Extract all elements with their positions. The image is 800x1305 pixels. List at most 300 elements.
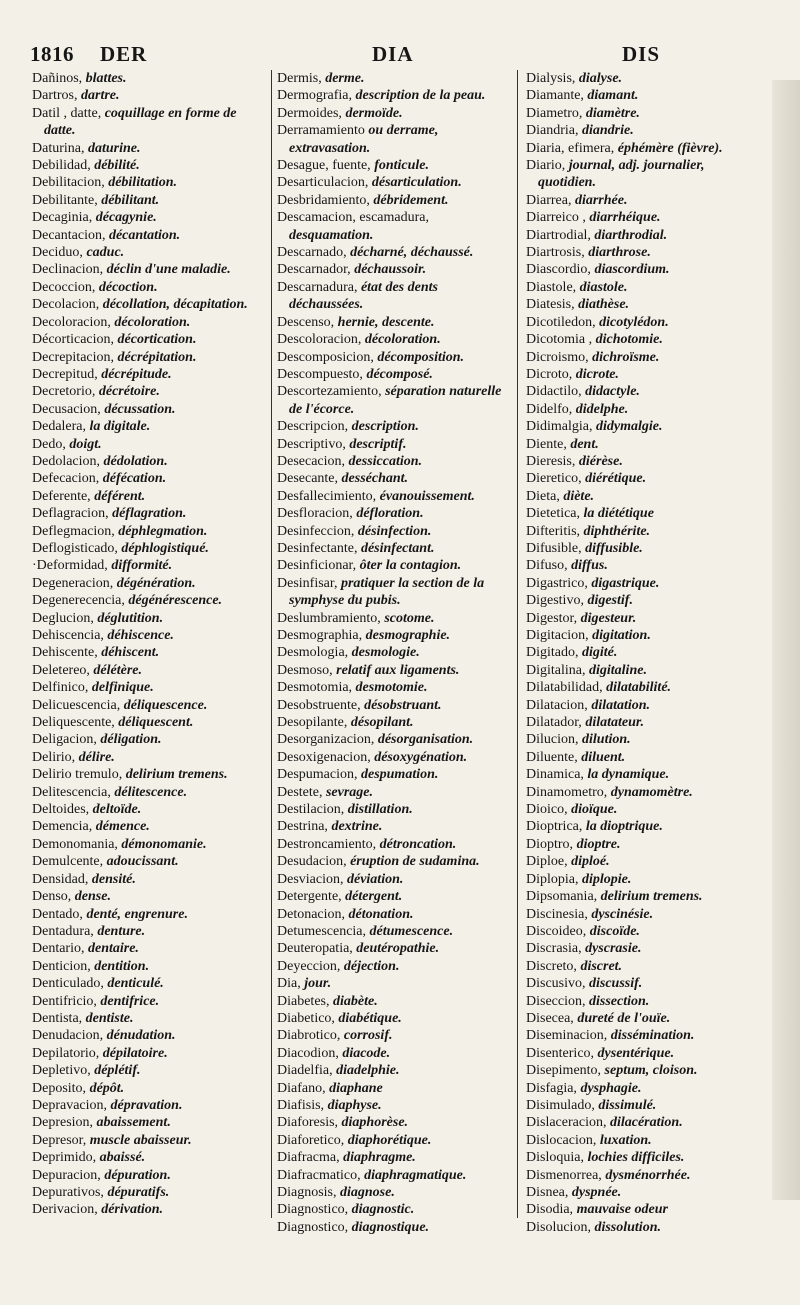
entry-headword: Dioico, [526,802,572,818]
entry-headword: Delirio tremulo, [32,767,126,783]
entry-translation: démence. [95,819,150,835]
entry-headword: Daturina, [32,140,88,156]
dictionary-entry [32,436,264,453]
entry-headword: Desinfeccion, [277,523,358,539]
dictionary-entry [526,470,764,487]
dictionary-entry [526,523,764,540]
dictionary-entry [526,1149,764,1166]
dictionary-entry [32,488,264,505]
entry-headword: Décorticacion, [32,332,118,348]
entry-headword: Deprimido, [32,1150,100,1166]
entry-headword: Desorganizacion, [277,732,378,748]
entry-headword: Degenerecencia, [32,593,129,609]
entry-headword: Diartrosis, [526,245,589,261]
entry-translation: dynamomètre. [610,784,693,800]
dictionary-entry [277,505,510,522]
entry-translation: décortication. [117,332,197,348]
entry-headword: Degeneracion, [32,575,117,591]
entry-translation: blattes. [85,71,127,86]
dictionary-entry [32,1010,264,1027]
dictionary-entry [526,818,764,835]
entry-headword: Dioptrica, [526,819,586,835]
dictionary-entry [32,314,264,331]
entry-headword: Diascordio, [526,262,595,278]
dictionary-entry [526,505,764,522]
entry-translation: décollation, décapitation. [102,297,248,313]
dictionary-entry [526,209,764,226]
dictionary-entry [32,70,264,87]
entry-translation: scotome. [384,610,435,626]
entry-headword: Dicotiledon, [526,314,600,330]
entry-headword: Dialysis, [526,71,579,86]
entry-translation: déviation. [346,871,404,887]
entry-translation: désoxygénation. [374,749,468,765]
dictionary-entry [32,749,264,766]
entry-translation: difformité. [111,558,173,574]
entry-headword: Deslumbramiento, [277,610,385,626]
entry-translation: dénudation. [106,1028,176,1044]
entry-translation: dentifrice. [100,993,160,1009]
entry-headword: Destilacion, [277,802,348,818]
entry-translation: denté, engrenure. [86,906,188,922]
dictionary-entry [32,1201,264,1218]
entry-translation: diagnostique. [351,1219,430,1235]
entry-translation: diaphyse. [327,1097,382,1113]
dictionary-entry [526,592,764,609]
entry-translation: dissémination. [610,1028,695,1044]
entry-translation: déligation. [100,732,162,748]
entry-translation: débilitant. [101,192,160,208]
facing-page-edge [772,80,800,1200]
entry-translation: déchaussoir. [354,262,427,278]
dictionary-entry [32,540,264,557]
dictionary-entry [277,1132,510,1149]
dictionary-entry [32,209,264,226]
entry-headword: Discusivo, [526,976,589,992]
entry-headword: Dioptro, [526,836,577,852]
dictionary-entry [277,418,510,435]
entry-translation: dépuration. [104,1167,171,1183]
entry-headword: Depilatorio, [32,1045,103,1061]
entry-headword: Diaforetico, [277,1132,348,1148]
entry-translation: déclin d'une maladie. [106,262,231,278]
entry-translation: débilitation. [108,175,178,191]
entry-headword: Desobstruente, [277,697,365,713]
entry-translation: digestif. [587,593,633,609]
dictionary-entry [526,557,764,574]
entry-headword: Deligacion, [32,732,101,748]
dictionary-entry [32,714,264,731]
entry-headword: Diseccion, [526,993,589,1009]
entry-headword: Desague, fuente, [277,158,375,174]
dictionary-entry [526,662,764,679]
entry-translation: dilatabilité. [606,680,672,696]
entry-translation: dysménorrhée. [605,1167,691,1183]
entry-headword: Debilitacion, [32,175,109,191]
entry-translation: diploé. [571,854,610,870]
entry-translation: démonomanie. [121,836,207,852]
dictionary-entry [277,349,510,366]
dictionary-entry [32,505,264,522]
dictionary-entry [526,644,764,661]
entry-translation: déflagration. [112,506,187,522]
entry-translation: mauvaise odeur [576,1202,668,1218]
entry-translation: diphthérite. [583,523,651,539]
entry-headword: Didimalgia, [526,419,596,435]
entry-headword: Diarrea, [526,192,575,208]
entry-translation: débridement. [373,192,449,208]
entry-headword: Digestor, [526,610,581,626]
dictionary-entry [277,540,510,557]
dictionary-entry [526,192,764,209]
entry-headword: Desecacion, [277,453,349,469]
entry-translation: dégénérescence. [128,593,223,609]
dictionary-entry [277,192,510,209]
dictionary-entry [526,1114,764,1131]
dictionary-entry [277,383,510,418]
dictionary-entry [32,105,264,140]
entry-translation: diaphorétique. [347,1132,432,1148]
entry-headword: Denticulado, [32,976,108,992]
dictionary-entry [277,470,510,487]
header-right-guide-word: DIS [622,42,661,66]
entry-translation: dessiccation. [348,453,423,469]
entry-translation: hernie, descente. [337,314,435,330]
entry-translation: débilité. [94,158,140,174]
entry-translation: dichroïsme. [592,349,660,365]
entry-translation: décoction. [98,279,158,295]
entry-translation: septum, cloison. [604,1063,698,1079]
entry-headword: Dedolacion, [32,453,104,469]
entry-headword: Desopilante, [277,715,351,731]
entry-headword: Desoxigenacion, [277,749,375,765]
entry-headword: Diagnostico, [277,1219,352,1235]
entry-translation: denture. [97,923,146,939]
dictionary-entry [32,1184,264,1201]
entry-translation: dilatation. [591,697,651,713]
entry-headword: Diafisis, [277,1097,328,1113]
entry-headword: Datil , datte, [32,105,105,121]
entry-translation: dyscrasie. [585,941,642,957]
entry-headword: Derivacion, [32,1202,102,1218]
entry-headword: Demulcente, [32,854,107,870]
entry-translation: dense. [74,889,111,905]
dictionary-entry [277,314,510,331]
dictionary-entry [526,784,764,801]
entry-headword: Depravacion, [32,1097,111,1113]
dictionary-entry [32,993,264,1010]
dictionary-entry [277,784,510,801]
entry-headword: Diafano, [277,1080,330,1096]
dictionary-entry [277,853,510,870]
dictionary-entry [526,1167,764,1184]
entry-translation: désarticulation. [371,175,462,191]
entry-headword: Digestivo, [526,593,588,609]
entry-headword: Deflagracion, [32,506,113,522]
entry-headword: Descortezamiento, [277,384,386,400]
dictionary-entry [526,105,764,122]
entry-translation: digité. [582,645,618,661]
dictionary-entry [32,227,264,244]
dictionary-entry [32,349,264,366]
dictionary-entry [526,1062,764,1079]
entry-translation: décoloration. [114,314,191,330]
dictionary-entry [526,714,764,731]
dictionary-entry [32,296,264,313]
entry-headword: Dilatacion, [526,697,592,713]
entry-translation: desmotomie. [355,680,428,696]
dictionary-entry [32,174,264,191]
entry-headword: Diandria, [526,123,582,139]
dictionary-entry [32,1045,264,1062]
entry-headword: Disfagia, [526,1080,581,1096]
entry-translation: diarthrodial. [594,227,668,243]
entry-headword: Dislaceracion, [526,1115,610,1131]
dictionary-entry [277,174,510,191]
entry-headword: Disnea, [526,1185,572,1200]
dictionary-entry [32,401,264,418]
entry-translation: diarrhée. [574,192,628,208]
dictionary-entry [526,436,764,453]
dictionary-entry [526,697,764,714]
entry-translation: ôter la contagion. [359,558,462,574]
dictionary-entry [526,923,764,940]
entry-headword: Deflegmacion, [32,523,119,539]
entry-headword: Denso, [32,889,75,905]
dictionary-entry [32,157,264,174]
column-divider-1 [271,70,272,1218]
entry-translation: éphémère (fièvre). [617,140,723,156]
entry-headword: Descamacion, escamadura, [277,210,429,226]
entry-headword: Depresor, [32,1132,90,1148]
entry-translation: didelphe. [575,401,629,417]
entry-headword: Decaginia, [32,210,96,226]
header-left-guide-word: DER [100,42,148,66]
dictionary-entry [32,958,264,975]
entry-headword: Dilatabilidad, [526,680,607,696]
dictionary-entry [526,958,764,975]
entry-headword: Desecante, [277,471,342,487]
entry-headword: Decoccion, [32,279,99,295]
dictionary-entry [32,836,264,853]
entry-headword: Dieta, [526,488,564,504]
dictionary-entry [32,731,264,748]
entry-headword: Desinfectante, [277,540,361,556]
dictionary-entry [277,627,510,644]
entry-headword: Destroncamiento, [277,836,380,852]
entry-headword: Dicroto, [526,366,576,382]
entry-translation: delfinique. [91,680,154,696]
dictionary-entry [526,766,764,783]
entry-headword: Digastrico, [526,575,592,591]
dictionary-entry [277,958,510,975]
entry-translation: dyscinésie. [591,906,654,922]
entry-translation: dépuratifs. [107,1185,170,1200]
entry-headword: Deflogisticado, [32,540,122,556]
entry-translation: desquamation. [289,227,374,243]
entry-headword: Debilitante, [32,192,102,208]
header-center-guide-word: DIA [372,42,414,66]
entry-headword: Dermis, [277,71,326,86]
entry-headword: ·Deformidad, [32,558,112,574]
entry-translation: didymalgie. [596,419,663,435]
dictionary-entry [526,940,764,957]
entry-translation: désorganisation. [377,732,474,748]
entry-headword: Depletivo, [32,1063,95,1079]
entry-translation: muscle abaisseur. [89,1132,192,1148]
entry-headword: Diabrotico, [277,1028,344,1044]
entry-translation: dépilatoire. [102,1045,168,1061]
entry-translation: délire. [78,749,115,765]
entry-headword: Dilatador, [526,715,586,731]
entry-headword: Dieretico, [526,471,586,487]
dictionary-entry [526,575,764,592]
entry-headword: Disodia, [526,1202,577,1218]
dictionary-entry [277,1062,510,1079]
dictionary-entry [32,644,264,661]
entry-headword: Disimulado, [526,1097,599,1113]
dictionary-entry [277,975,510,992]
dictionary-entry [277,331,510,348]
dictionary-entry [526,836,764,853]
entry-translation: distillation. [347,802,413,818]
entry-headword: Descarnadura, [277,279,361,295]
entry-headword: Diastole, [526,279,580,295]
dictionary-entry [277,1010,510,1027]
dictionary-entry [277,557,510,574]
entry-translation: dent. [570,436,599,452]
entry-headword: Desmoso, [277,662,337,678]
dictionary-entry [32,610,264,627]
entry-translation: dilacération. [609,1115,683,1131]
entry-translation: dysphagie. [580,1080,642,1096]
entry-headword: Dentifricio, [32,993,101,1009]
entry-translation: dureté de l'ouïe. [577,1010,671,1026]
entry-translation: discret. [580,958,623,974]
dictionary-entry [32,818,264,835]
entry-translation: la dioptrique. [585,819,663,835]
dictionary-entry [526,488,764,505]
dictionary-entry [526,140,764,157]
entry-translation: déhiscent. [101,645,160,661]
entry-translation: dépôt. [89,1080,125,1096]
entry-translation: dyspnée. [571,1185,622,1200]
dictionary-entry [32,627,264,644]
entry-headword: Diametro, [526,105,586,121]
entry-headword: Diafracma, [277,1150,344,1166]
dictionary-entry [32,279,264,296]
entry-translation: diamant. [587,88,639,104]
entry-headword: Descompuesto, [277,366,367,382]
dictionary-entry [277,209,510,244]
entry-translation: dissection. [588,993,650,1009]
entry-headword: Desmographia, [277,628,366,643]
entry-headword: Diagnosis, [277,1185,340,1200]
dictionary-entry [32,366,264,383]
entry-headword: Disepimento, [526,1063,605,1079]
entry-translation: décussation. [104,401,176,417]
running-header [0,42,800,72]
dictionary-entry [526,1132,764,1149]
entry-translation: diluent. [581,749,626,765]
entry-headword: Diabetes, [277,993,333,1009]
dictionary-entry [277,662,510,679]
entry-headword: Dentado, [32,906,87,922]
entry-translation: décomposition. [377,349,465,365]
entry-translation: dentition. [94,958,150,974]
entry-translation: délétère. [93,662,143,678]
dictionary-entry [277,87,510,104]
dictionary-entry [32,697,264,714]
dictionary-entry [277,888,510,905]
entry-headword: Destete, [277,784,326,800]
entry-translation: dicotylédon. [599,314,669,330]
dictionary-entry [526,801,764,818]
entry-translation: diarthrose. [588,245,651,261]
entry-translation: diathèse. [578,297,630,313]
entry-translation: relatif aux ligaments. [336,662,460,678]
dictionary-entry [32,1132,264,1149]
dictionary-entry [32,470,264,487]
entry-translation: diérétique. [585,471,647,487]
dictionary-entry [32,679,264,696]
entry-headword: Didelfo, [526,401,576,417]
entry-translation: diastole. [579,279,628,295]
entry-translation: décagynie. [95,210,157,226]
entry-translation: dentaire. [87,941,139,957]
entry-translation: digesteur. [580,610,637,626]
entry-translation: dichotomie. [595,332,663,348]
entry-headword: Dentario, [32,941,88,957]
entry-translation: diaphorèse. [341,1115,409,1131]
entry-headword: Deltoides, [32,802,93,818]
entry-headword: Diadelfia, [277,1063,337,1079]
entry-headword: Desfloracion, [277,506,357,522]
entry-headword: Dipsomania, [526,889,601,905]
entry-headword: Digitacion, [526,628,593,643]
entry-headword: Demonomania, [32,836,122,852]
entry-translation: journal, adj. journalier, quotidien. [538,158,705,191]
dictionary-entry [32,784,264,801]
dictionary-entry [32,244,264,261]
dictionary-entry [526,383,764,400]
dictionary-entry [277,157,510,174]
entry-translation: diadelphie. [336,1063,400,1079]
entry-headword: Dia, [277,976,305,992]
dictionary-entry [32,1080,264,1097]
entry-translation: caduc. [86,245,125,261]
entry-translation: diaphragmatique. [364,1167,467,1183]
entry-translation: densité. [91,871,136,887]
dictionary-entry [277,836,510,853]
entry-translation: pratiquer la section de la symphyse du pubis. [289,575,485,609]
entry-translation: digitaline. [589,662,647,678]
entry-translation: déliquescent. [118,715,194,731]
entry-headword: Deuteropatia, [277,941,357,957]
entry-translation: diérèse. [578,453,623,469]
dictionary-entry [277,1114,510,1131]
entry-headword: Difusible, [526,540,586,556]
dictionary-entry [526,366,764,383]
entry-translation: description de la peau. [355,88,486,104]
dictionary-entry [277,1045,510,1062]
entry-translation: déliquescence. [123,697,208,713]
entry-headword: Dicotomia , [526,332,596,348]
entry-headword: Deciduo, [32,245,87,261]
entry-headword: Deglucion, [32,610,98,626]
entry-translation: la diététique [583,506,654,522]
dictionary-entry [526,296,764,313]
